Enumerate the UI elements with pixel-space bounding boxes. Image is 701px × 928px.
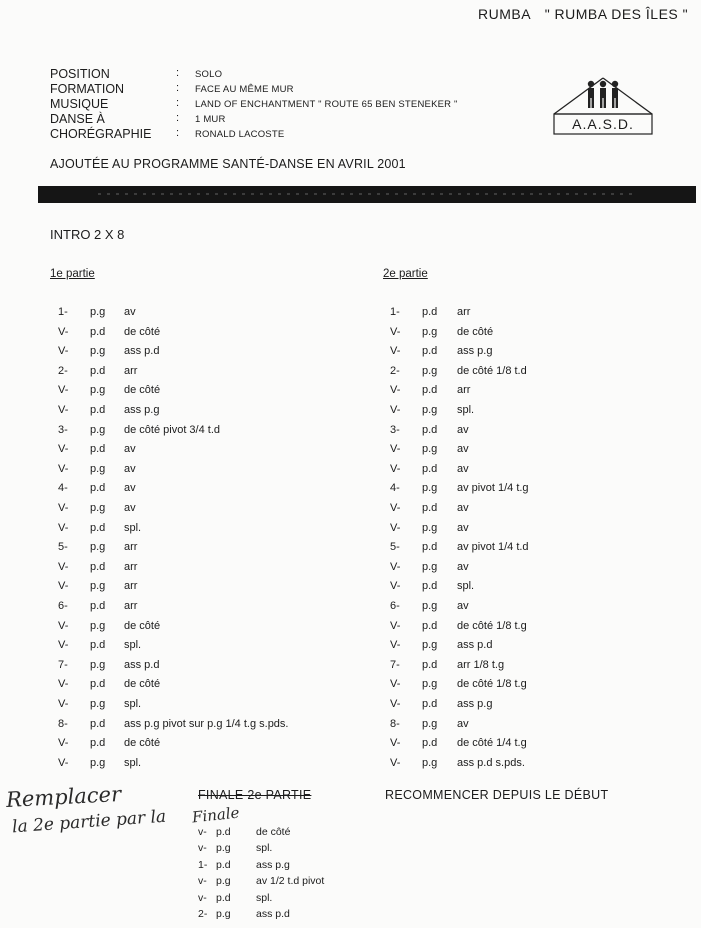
step-description: av pivot 1/4 t.g: [457, 482, 529, 495]
step-foot: p.d: [422, 345, 438, 358]
handwritten-note-line2: la 2e partie par la: [11, 806, 167, 838]
step-description: spl.: [124, 521, 142, 534]
step-count: V-: [390, 619, 401, 632]
step-count: V-: [58, 756, 69, 769]
step-description: av: [457, 521, 469, 534]
step-foot: p.g: [90, 345, 106, 358]
step-foot: p.d: [216, 891, 231, 904]
step-count: V-: [390, 560, 401, 573]
step-count: v-: [198, 891, 207, 904]
info-label: FORMATION: [50, 82, 125, 96]
document-header: [478, 6, 688, 22]
step-foot: p.g: [90, 541, 106, 554]
info-value: SOLO: [195, 69, 223, 80]
step-count: V-: [390, 345, 401, 358]
step-description: arr: [457, 384, 471, 397]
step-count: V-: [58, 580, 69, 593]
step-foot: p.d: [422, 502, 438, 514]
dance-name: " RUMBA DES ÎLES ": [544, 6, 689, 22]
step-description: spl.: [457, 580, 475, 593]
step-foot: p.d: [90, 404, 106, 416]
step-description: ass p.d: [124, 658, 160, 671]
intro-label: INTRO 2 X 8: [50, 227, 125, 242]
info-colon: :: [176, 67, 180, 79]
step-foot: p.g: [90, 384, 106, 397]
step-foot: p.g: [422, 521, 438, 534]
info-colon: :: [176, 97, 180, 109]
handwritten-note-finale: Finale: [191, 803, 241, 827]
restart-note: RECOMMENCER DEPUIS LE DÉBUT: [385, 788, 609, 802]
step-foot: p.d: [90, 482, 106, 495]
step-foot: p.g: [216, 842, 231, 855]
step-count: V-: [58, 521, 69, 534]
step-count: V-: [390, 737, 401, 750]
step-description: ass p.d: [457, 639, 493, 652]
info-label: DANSE À: [50, 112, 105, 126]
step-description: de côté: [124, 325, 161, 338]
step-count: V-: [390, 325, 401, 338]
step-description: ass p.d: [256, 908, 290, 920]
step-description: av: [457, 600, 469, 612]
step-count: V-: [390, 462, 401, 475]
step-foot: p.d: [422, 658, 438, 671]
step-foot: p.g: [216, 908, 231, 920]
step-count: 1-: [58, 306, 68, 318]
step-foot: p.d: [216, 858, 231, 871]
step-description: av pivot 1/4 t.d: [457, 541, 529, 554]
part1-title: 1e partie: [50, 268, 95, 280]
handwritten-note-line1: Remplacer: [5, 782, 122, 812]
step-count: 4-: [58, 482, 68, 495]
step-count: V-: [390, 384, 401, 397]
step-description: de côté 1/8 t.g: [457, 619, 527, 632]
step-foot: p.g: [90, 580, 106, 593]
step-description: ass p.g: [256, 858, 290, 871]
step-description: ass p.d s.pds.: [457, 756, 525, 769]
step-description: av: [457, 462, 469, 475]
step-foot: p.d: [90, 521, 106, 534]
step-count: 2-: [198, 908, 208, 920]
step-foot: p.g: [422, 482, 438, 495]
step-description: spl.: [457, 404, 475, 416]
step-count: 8-: [58, 717, 68, 730]
subtitle: AJOUTÉE AU PROGRAMME SANTÉ-DANSE EN AVRIL 2001: [50, 157, 406, 171]
step-description: arr: [124, 560, 138, 573]
info-danse-a: [50, 112, 510, 128]
step-description: av: [457, 717, 469, 730]
divider-bar: [38, 186, 696, 203]
step-count: v-: [198, 875, 207, 888]
step-foot: p.g: [90, 756, 106, 769]
step-count: V-: [58, 404, 69, 416]
step-foot: p.g: [90, 502, 106, 514]
step-count: 4-: [390, 482, 400, 495]
step-description: de côté 1/4 t.g: [457, 737, 527, 750]
step-count: V-: [390, 756, 401, 769]
step-foot: p.d: [90, 560, 106, 573]
step-description: spl.: [124, 698, 142, 710]
step-description: arr: [124, 541, 138, 554]
step-count: V-: [390, 404, 401, 416]
info-choregraphie: [50, 127, 510, 143]
step-description: de côté 1/8 t.g: [457, 678, 527, 691]
info-colon: :: [176, 112, 180, 124]
step-count: V-: [58, 737, 69, 750]
step-description: av: [124, 502, 136, 514]
step-description: av: [457, 502, 469, 514]
step-foot: p.g: [216, 875, 231, 888]
step-foot: p.d: [90, 443, 106, 456]
step-description: spl.: [124, 639, 142, 652]
step-description: ass p.g: [457, 698, 493, 710]
step-foot: p.g: [90, 306, 106, 318]
step-count: V-: [58, 560, 69, 573]
step-foot: p.d: [90, 600, 106, 612]
step-description: arr: [124, 580, 138, 593]
step-foot: p.g: [422, 639, 438, 652]
step-count: V-: [390, 521, 401, 534]
step-foot: p.d: [422, 423, 438, 436]
info-formation: [50, 82, 510, 98]
step-description: ass p.g: [457, 345, 493, 358]
info-value: FACE AU MÊME MUR: [195, 84, 294, 95]
step-foot: p.d: [90, 737, 106, 750]
step-count: V-: [58, 384, 69, 397]
step-foot: p.d: [90, 717, 106, 730]
step-foot: p.d: [90, 639, 106, 652]
info-label: POSITION: [50, 67, 110, 81]
step-count: 1-: [198, 858, 208, 871]
step-foot: p.d: [422, 306, 438, 318]
step-count: v-: [198, 826, 207, 838]
step-count: V-: [58, 345, 69, 358]
dance-type: RUMBA: [478, 6, 531, 22]
step-count: V-: [390, 639, 401, 652]
step-count: V-: [390, 678, 401, 691]
step-description: spl.: [256, 842, 273, 855]
info-value: LAND OF ENCHANTMENT " ROUTE 65 BEN STENEKER ": [195, 99, 458, 110]
step-count: 2-: [390, 364, 400, 377]
step-description: arr: [124, 364, 138, 377]
step-count: 2-: [58, 364, 68, 377]
info-value: 1 MUR: [195, 114, 226, 125]
info-label: MUSIQUE: [50, 97, 109, 111]
info-position: [50, 67, 510, 83]
step-count: V-: [58, 698, 69, 710]
step-foot: p.g: [90, 423, 106, 436]
step-count: 5-: [390, 541, 400, 554]
step-foot: p.d: [216, 826, 231, 838]
step-description: spl.: [256, 891, 273, 904]
step-description: de côté: [124, 384, 161, 397]
step-description: av: [124, 462, 136, 475]
step-foot: p.g: [90, 462, 106, 475]
step-foot: p.d: [90, 364, 106, 377]
step-description: arr: [457, 306, 471, 318]
step-description: de côté: [457, 325, 494, 338]
step-description: av: [124, 443, 136, 456]
step-count: 3-: [390, 423, 400, 436]
step-count: V-: [390, 443, 401, 456]
step-foot: p.g: [90, 698, 106, 710]
info-colon: :: [176, 127, 180, 139]
step-foot: p.g: [422, 756, 438, 769]
step-description: ass p.g: [124, 404, 160, 416]
step-count: V-: [58, 462, 69, 475]
step-foot: p.g: [422, 364, 438, 377]
step-foot: p.g: [422, 717, 438, 730]
step-count: V-: [58, 678, 69, 691]
step-count: V-: [390, 580, 401, 593]
step-description: av: [457, 560, 469, 573]
step-description: spl.: [124, 756, 142, 769]
step-count: V-: [58, 325, 69, 338]
step-foot: p.d: [422, 384, 438, 397]
step-foot: p.g: [422, 404, 438, 416]
step-description: arr: [124, 600, 138, 612]
step-count: V-: [390, 502, 401, 514]
finale-title: FINALE 2e PARTIE: [198, 788, 312, 802]
step-count: V-: [390, 698, 401, 710]
logo-text: A.A.S.D.: [572, 116, 634, 132]
step-count: V-: [58, 443, 69, 456]
step-count: 7-: [390, 658, 400, 671]
step-description: de côté 1/8 t.d: [457, 364, 527, 377]
step-count: V-: [58, 639, 69, 652]
step-description: ass p.d: [124, 345, 160, 358]
step-foot: p.d: [90, 678, 106, 691]
step-foot: p.g: [422, 600, 438, 612]
step-foot: p.d: [422, 737, 438, 750]
step-count: v-: [198, 842, 207, 855]
step-count: 6-: [58, 600, 68, 612]
step-foot: p.g: [422, 443, 438, 456]
step-foot: p.d: [422, 698, 438, 710]
step-foot: p.g: [90, 658, 106, 671]
step-description: de côté: [124, 737, 161, 750]
step-foot: p.d: [90, 325, 106, 338]
step-description: av 1/2 t.d pivot: [256, 875, 325, 888]
step-description: av: [124, 306, 136, 318]
step-count: V-: [58, 619, 69, 632]
step-description: av: [457, 443, 469, 456]
info-colon: :: [176, 82, 180, 94]
step-description: arr 1/8 t.g: [457, 658, 505, 671]
step-description: de côté: [256, 826, 291, 838]
step-foot: p.g: [422, 678, 438, 691]
step-foot: p.g: [90, 619, 106, 632]
step-description: ass p.g pivot sur p.g 1/4 t.g s.pds.: [124, 717, 289, 730]
part2-title: 2e partie: [383, 268, 428, 280]
step-count: 8-: [390, 717, 400, 730]
step-foot: p.d: [422, 619, 438, 632]
step-count: V-: [58, 502, 69, 514]
step-description: de côté pivot 3/4 t.d: [124, 423, 221, 436]
step-count: 5-: [58, 541, 68, 554]
info-value: RONALD LACOSTE: [195, 129, 285, 140]
step-description: av: [124, 482, 136, 495]
step-foot: p.d: [422, 541, 438, 554]
step-description: av: [457, 423, 469, 436]
step-description: de côté: [124, 619, 161, 632]
step-foot: p.g: [422, 325, 438, 338]
step-foot: p.g: [422, 560, 438, 573]
step-count: 6-: [390, 600, 400, 612]
step-foot: p.d: [422, 580, 438, 593]
info-musique: [50, 97, 510, 113]
aasd-logo: [548, 72, 658, 138]
step-count: 1-: [390, 306, 400, 318]
info-label: CHORÉGRAPHIE: [50, 127, 152, 141]
step-foot: p.d: [422, 462, 438, 475]
step-description: de côté: [124, 678, 161, 691]
step-count: 3-: [58, 423, 68, 436]
step-count: 7-: [58, 658, 68, 671]
